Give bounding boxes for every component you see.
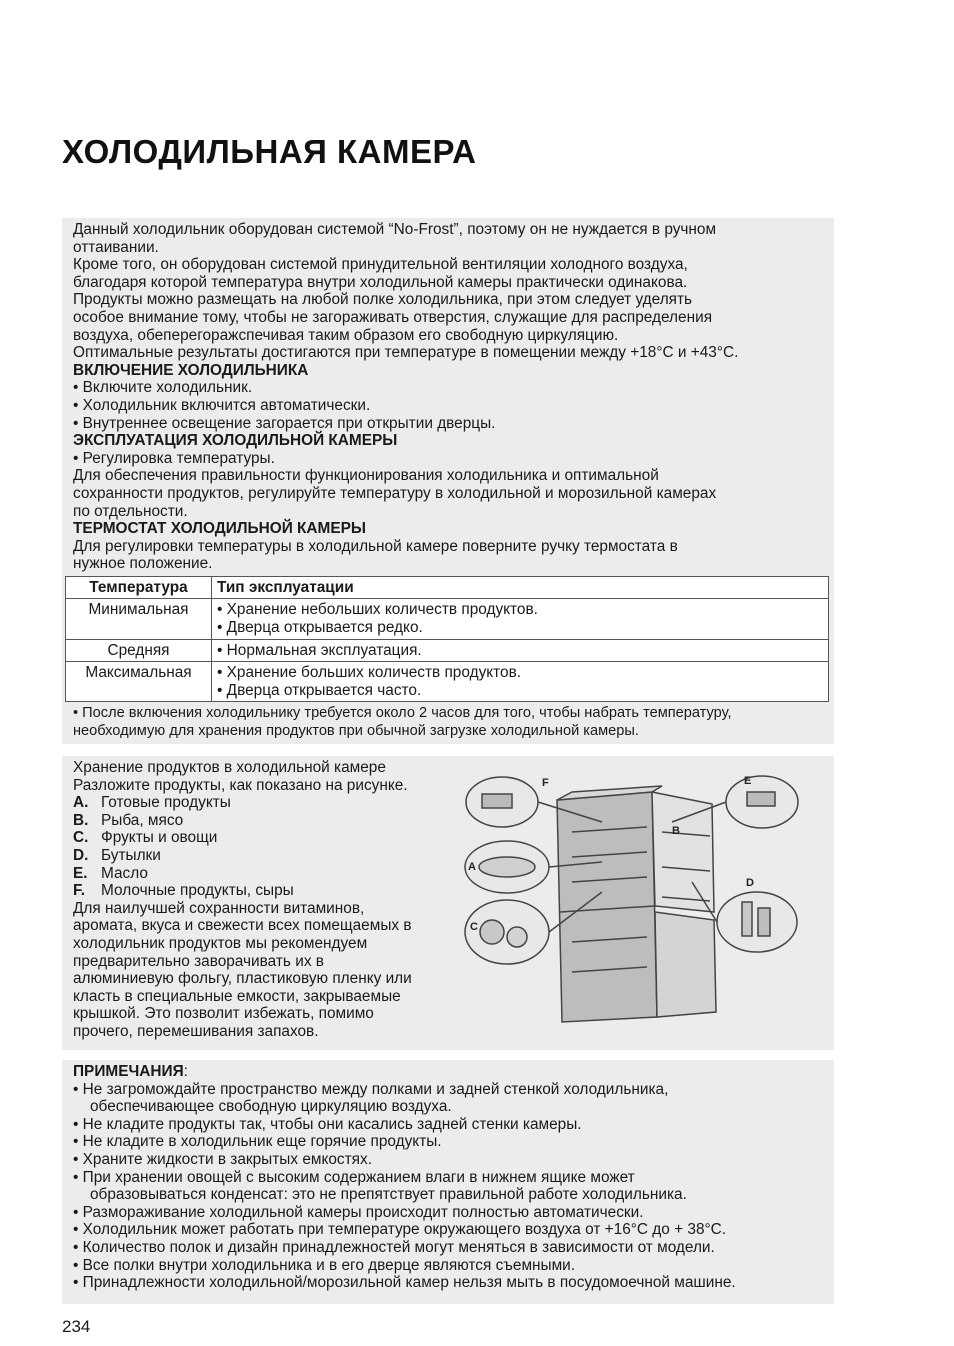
after-table-line: необходимую для хранения продуктов при обычной загрузке холодильной камеры.: [73, 723, 639, 740]
storage-box: [62, 756, 834, 1050]
storage-tip-line: прочего, перемешивания запахов.: [73, 1022, 319, 1040]
storage-tip-line: Для наилучшей сохранности витаминов,: [73, 899, 365, 917]
figure-label-b: B: [672, 825, 680, 837]
mode-line: • Хранение больших количеств продуктов.: [217, 664, 522, 682]
operation-line: • Регулировка температуры.: [73, 449, 275, 467]
switch-on-item: • Включите холодильник.: [73, 379, 253, 397]
note-line: • Не кладите в холодильник еще горячие продукты.: [73, 1133, 442, 1151]
table-row: [66, 662, 829, 702]
table-header-mode: Тип эксплуатации: [212, 576, 829, 599]
intro-line: воздуха, обеперегоражспечивая таким образом его свободную циркуляцию.: [73, 326, 619, 344]
storage-item-letter: D.: [73, 846, 89, 864]
table-header-row: [66, 576, 829, 599]
operation-line: сохранности продуктов, регулируйте температуру в холодильной и морозильной камерах: [73, 484, 717, 502]
notes-heading: ПРИМЕЧАНИЯ: [73, 1063, 184, 1080]
thermostat-line: Для регулировки температуры в холодильной камере поверните ручку термостата в: [73, 537, 678, 555]
storage-item: [73, 812, 453, 830]
table-cell-temperature: Максимальная: [66, 662, 212, 702]
operation-heading: ЭКСПЛУАТАЦИЯ ХОЛОДИЛЬНОЙ КАМЕРЫ: [73, 432, 398, 450]
switch-on-item: • Холодильник включится автоматически.: [73, 396, 371, 414]
note-line: обеспечивающее свободную циркуляцию воздуха.: [90, 1098, 452, 1116]
fridge-illustration: [462, 772, 802, 1042]
storage-tip-line: аромата, вкуса и свежести всех помещаемых в: [73, 917, 412, 935]
mode-line: • Дверца открывается редко.: [217, 619, 423, 637]
storage-item: [73, 882, 453, 900]
storage-item-text: Молочные продукты, сыры: [101, 882, 294, 900]
storage-item-text: Готовые продукты: [101, 794, 231, 812]
note-line: • Все полки внутри холодильника и в его дверце являются съемными.: [73, 1256, 576, 1274]
note-line: • При хранении овощей с высоким содержанием влаги в нижнем ящике может: [73, 1168, 635, 1186]
storage-item-letter: B.: [73, 811, 89, 829]
thermostat-line: нужное положение.: [73, 555, 213, 573]
switch-on-heading: ВКЛЮЧЕНИЕ ХОЛОДИЛЬНИКА: [73, 361, 309, 379]
page-number: 234: [62, 1317, 91, 1336]
mode-line: • Хранение небольших количеств продуктов.: [217, 601, 538, 619]
fridge-door-lower: [655, 912, 716, 1017]
note-line: • Размораживание холодильной камеры происходит полностью автоматически.: [73, 1203, 644, 1221]
storage-intro-line: Разложите продукты, как показано на рисунке.: [73, 776, 408, 794]
table-cell-mode: [212, 662, 829, 702]
intro-line: особое внимание тому, чтобы не загораживать отверстия, служащие для распределения: [73, 308, 713, 326]
storage-item-text: Бутылки: [101, 846, 161, 864]
table-cell-mode: [212, 639, 829, 662]
intro-line: Продукты можно размещать на любой полке холодильника, при этом следует уделять: [73, 291, 693, 309]
note-line: • Принадлежности холодильной/морозильной камер нельзя мыть в посудомоечной машине.: [73, 1274, 736, 1292]
storage-text: [73, 759, 453, 1041]
storage-item: [73, 847, 453, 865]
table-row: [66, 599, 829, 639]
mode-line: • Дверца открывается часто.: [217, 681, 422, 699]
note-line: • Количество полок и дизайн принадлежностей могут меняться в зависимости от модели.: [73, 1238, 715, 1256]
intro-line: Данный холодильник оборудован системой “No-Frost”, поэтому он не нуждается в ручном: [73, 221, 717, 238]
storage-item-letter: A.: [73, 794, 89, 812]
note-line: • Не кладите продукты так, чтобы они касались задней стенки камеры.: [73, 1115, 582, 1133]
storage-item-letter: F.: [73, 882, 85, 900]
storage-item-text: Рыба, мясо: [101, 811, 184, 829]
operation-line: по отдельности.: [73, 502, 188, 520]
storage-intro-line: Хранение продуктов в холодильной камере: [73, 759, 386, 776]
intro-line: благодаря которой температура внутри холодильной камеры практически одинакова.: [73, 273, 688, 291]
storage-item: [73, 829, 453, 847]
figure-label-c: C: [470, 921, 478, 933]
switch-on-item: • Внутреннее освещение загорается при открытии дверцы.: [73, 414, 496, 432]
intro-line: Кроме того, он оборудован системой принудительной вентиляции холодного воздуха,: [73, 256, 688, 274]
table-cell-temperature: Средняя: [66, 639, 212, 662]
operation-line: Для обеспечения правильности функционирования холодильника и оптимальной: [73, 467, 659, 485]
storage-item-letter: C.: [73, 829, 89, 847]
thermostat-heading: ТЕРМОСТАТ ХОЛОДИЛЬНОЙ КАМЕРЫ: [73, 520, 366, 538]
table-header-temperature: Температура: [66, 576, 212, 599]
mode-line: • Нормальная эксплуатация.: [217, 641, 422, 659]
notes-heading-colon: :: [183, 1063, 188, 1080]
storage-tip-line: холодильник продуктов мы рекомендуем: [73, 934, 368, 952]
main-info-box: [62, 218, 834, 744]
note-line: • Холодильник может работать при температуре окружающего воздуха от +16°C до + 38°C.: [73, 1221, 727, 1239]
storage-item: [73, 794, 453, 812]
table-cell-mode: [212, 599, 829, 639]
storage-item-text: Фрукты и овощи: [101, 829, 218, 847]
notes-heading-line: [73, 1063, 823, 1081]
figure-label-e: E: [744, 775, 752, 787]
after-table-line: • После включения холодильнику требуется около 2 часов для того, чтобы набрать температуру,: [73, 705, 732, 722]
page-title: ХОЛОДИЛЬНАЯ КАМЕРА: [62, 133, 477, 170]
figure-label-f: F: [542, 777, 549, 789]
note-line: • Храните жидкости в закрытых емкостях.: [73, 1150, 372, 1168]
storage-tip-line: предварительно заворачивать их в: [73, 952, 324, 970]
storage-item: [73, 865, 453, 883]
figure-label-d: D: [746, 877, 754, 889]
intro-line: Оптимальные результаты достигаются при температуре в помещении между +18°C и +43°C.: [73, 344, 739, 362]
temperature-table: [65, 576, 829, 703]
storage-tip-line: класть в специальные емкости, закрываемые: [73, 987, 401, 1005]
table-cell-temperature: Минимальная: [66, 599, 212, 639]
storage-tip-line: крышкой. Это позволит избежать, помимо: [73, 1005, 374, 1023]
callout-bottles: [717, 892, 797, 952]
storage-item-text: Масло: [101, 864, 148, 882]
note-line: • Не загромождайте пространство между полками и задней стенкой холодильника,: [73, 1080, 669, 1098]
storage-item-letter: E.: [73, 864, 88, 882]
table-row: [66, 639, 829, 662]
note-line: образовываться конденсат: это не препятствует правильной работе холодильника.: [90, 1186, 687, 1204]
intro-line: оттаивании.: [73, 238, 159, 256]
notes-box: [62, 1060, 834, 1304]
figure-label-a: A: [468, 861, 476, 873]
storage-tip-line: алюминиевую фольгу, пластиковую пленку или: [73, 970, 412, 988]
